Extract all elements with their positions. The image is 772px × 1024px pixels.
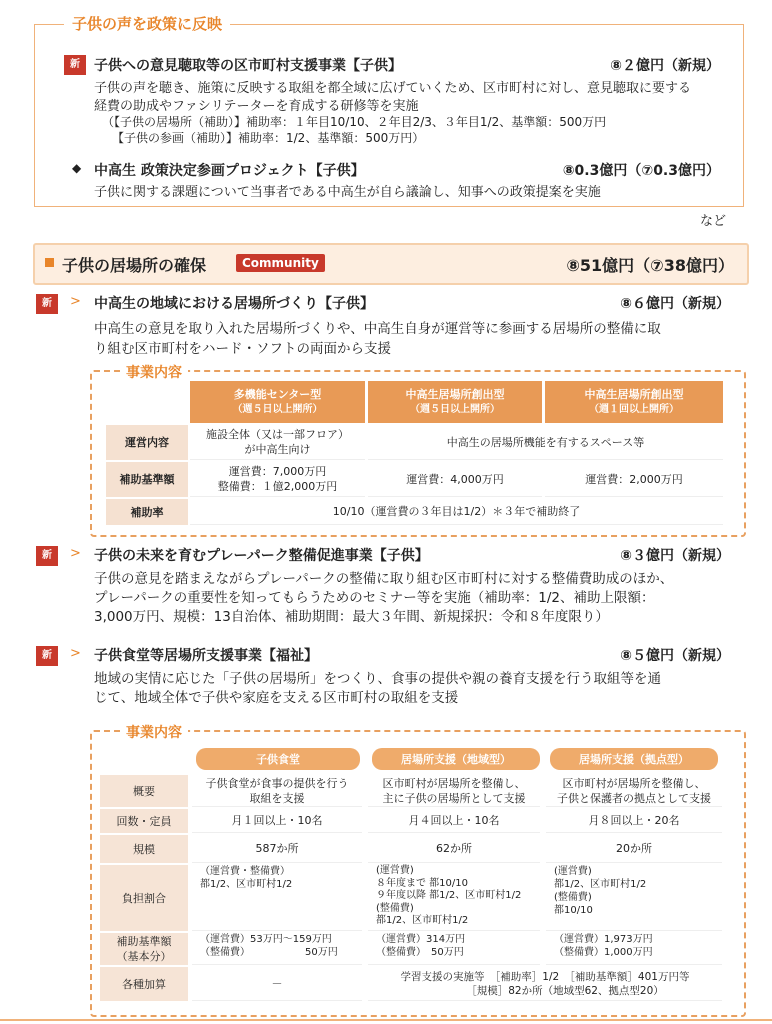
item-sub: 【子供の参画（補助）】補助率：1/2、基準額：500万円） [112, 131, 425, 145]
item-desc: り組む区市町村をハード・ソフトの両面から支援 [94, 341, 391, 357]
table-cell [546, 865, 722, 931]
table-cell: 運営費：2,000万円 [545, 462, 723, 497]
cell-line: ９年度以降 都1/2、区市町村1/2 [376, 890, 522, 901]
arrow-icon: > [70, 294, 81, 309]
community-tag [236, 252, 325, 272]
table-cell: 月４回以上・10名 [368, 809, 540, 833]
policy-box-title: 子供の声を政策に反映 [64, 13, 230, 34]
cell-line: 都1/2、区市町村1/2 [554, 879, 647, 890]
cell-line: 整備費：１億2,000万円 [217, 480, 338, 493]
item-sub: （【子供の居場所（補助）】補助率：１年目10/10、２年目2/3、３年目1/2、基準額：500万円 [102, 115, 607, 129]
item-desc: 経費の助成やファシリテーターを育成する研修等を実施 [94, 99, 419, 114]
table-cell [368, 865, 540, 931]
item-amount: ⑧３億円（新規） [620, 548, 730, 564]
col-sub: （週１回以上開所） [589, 404, 679, 415]
cell-line: 運営費：7,000万円 [228, 465, 327, 478]
item-amount: ⑧２億円（新規） [610, 58, 720, 74]
diamond-bullet-icon: ◆ [72, 161, 82, 175]
table-cell [192, 933, 362, 965]
table-cell: － [192, 967, 362, 1001]
cell-line: （整備費）1,000万円 [554, 947, 653, 958]
table-cell: 62か所 [368, 835, 540, 863]
table-cell: 運営費：4,000万円 [368, 462, 542, 497]
col-sub: （週５日以上開所） [232, 404, 323, 415]
cell-line: が中高生向け [244, 443, 311, 456]
item-title: 子供の未来を育むプレーパーク整備促進事業【子供】 [94, 548, 429, 564]
new-badge: 新 [36, 546, 58, 566]
table-cell: 月１回以上・10名 [192, 809, 362, 833]
item-amount: ⑧５億円（新規） [620, 648, 730, 664]
table-cell [190, 425, 365, 460]
col-header: 居場所支援（地域型） [372, 748, 540, 770]
cell-line: （整備費） 50万円 [376, 947, 464, 958]
cell-line: 区市町村が居場所を整備し、 [382, 776, 526, 790]
cell-line: 施設全体（又は一部フロア） [206, 428, 349, 441]
square-bullet-icon [45, 258, 54, 267]
bottom-divider [0, 1019, 772, 1021]
section-title: 子供の居場所の確保 [62, 256, 207, 275]
cell-line: (整備費) [376, 902, 414, 914]
cell-line: 区市町村が居場所を整備し、 [562, 776, 706, 790]
col-header [190, 381, 365, 423]
col-header: 居場所支援（拠点型） [550, 748, 718, 770]
cell-line: 都1/2、区市町村1/2 [200, 879, 293, 890]
col-header [545, 381, 723, 423]
item-title: 中高生の地域における居場所づくり【子供】 [94, 296, 374, 312]
row-label: 運営内容 [106, 425, 188, 460]
cell-line: 主に子供の居場所として支援 [382, 791, 526, 805]
cell-line: ８年度まで 都10/10 [376, 877, 468, 889]
row-label: 概要 [100, 775, 188, 807]
cell-line: （整備費） 50万円 [200, 947, 338, 958]
item-desc: 子供の意見を踏まえながらプレーパークの整備に取り組む区市町村に対する整備費助成のほか、 [94, 571, 674, 587]
row-label: 回数・定員 [100, 809, 188, 833]
col-header [368, 381, 542, 423]
cell-line: 都10/10 [554, 905, 593, 916]
item-amount: ⑧0.3億円（⑦0.3億円） [562, 163, 720, 179]
col-sub: （週５日以上開所） [410, 404, 500, 415]
row-label: 負担割合 [100, 865, 188, 931]
table-cell [190, 462, 365, 497]
section-amount: ⑧51億円（⑦38億円） [566, 256, 734, 275]
row-label: 補助率 [106, 499, 188, 525]
table-cell: 587か所 [192, 835, 362, 863]
community-tag-label: Community [236, 254, 325, 272]
item-desc: 子供の声を聴き、施策に反映する取組を都全域に広げていくため、区市町村に対し、意見聴取に要する [94, 81, 691, 96]
table-cell [368, 775, 540, 807]
cell-line: （運営費）1,973万円 [554, 934, 653, 945]
table-cell: 中高生の居場所機能を有するスペース等 [368, 425, 723, 460]
col-name: 多機能センター型 [233, 388, 322, 401]
table-cell [546, 775, 722, 807]
table-cell [546, 933, 722, 965]
col-name: 中高生居場所創出型 [405, 388, 505, 401]
etc-text: など [700, 214, 727, 229]
item-desc: 中高生の意見を取り入れた居場所づくりや、中高生自身が運営等に参画する居場所の整備に取 [94, 321, 661, 337]
item-desc: 子供に関する課題について当事者である中高生が自ら議論し、知事への政策提案を実施 [94, 185, 601, 200]
cell-line: (整備費) [554, 892, 592, 903]
cell-line: 子供食堂が食事の提供を行う [205, 776, 349, 790]
cell-line: （運営費）53万円～159万円 [200, 934, 332, 945]
col-name: 中高生居場所創出型 [584, 388, 684, 401]
item-amount: ⑧６億円（新規） [620, 296, 730, 312]
row-label [100, 933, 188, 965]
table-cell: 20か所 [546, 835, 722, 863]
new-badge: 新 [36, 646, 58, 666]
new-badge: 新 [64, 55, 86, 75]
arrow-icon: > [70, 646, 81, 661]
cell-line: （運営費・整備費） [200, 866, 290, 877]
cell-line: （基本分） [116, 950, 172, 963]
item-desc: じて、地域全体で子供や家庭を支える区市町村の取組を支援 [94, 690, 459, 706]
table-title: 事業内容 [120, 362, 188, 382]
item-title: 子供食堂等居場所支援事業【福祉】 [94, 648, 318, 664]
row-label: 規模 [100, 835, 188, 863]
cell-line: ［規模］82か所（地域型62、拠点型20） [466, 984, 664, 997]
table-cell [192, 775, 362, 807]
new-badge: 新 [36, 294, 58, 314]
table-cell [192, 865, 362, 931]
table-cell [368, 967, 722, 1001]
table-cell: 10/10（運営費の３年目は1/2）＊３年で補助終了 [190, 499, 723, 525]
item-title: 子供への意見聴取等の区市町村支援事業【子供】 [94, 58, 402, 74]
cell-line: 学習支援の実施等 ［補助率］1/2 ［補助基準額］401万円等 [400, 970, 690, 983]
cell-line: (運営費) [376, 865, 414, 876]
cell-line: (運営費) [554, 866, 592, 877]
item-title: 中高生 政策決定参画プロジェクト【子供】 [94, 163, 365, 179]
table-cell: 月８回以上・20名 [546, 809, 722, 833]
col-header: 子供食堂 [196, 748, 360, 770]
table-title: 事業内容 [120, 722, 188, 742]
cell-line: 子供と保護者の拠点として支援 [557, 791, 711, 805]
row-label: 補助基準額 [106, 462, 188, 497]
cell-line: 都1/2、区市町村1/2 [376, 915, 469, 926]
table-cell [368, 933, 540, 965]
cell-line: 補助基準額 [116, 935, 172, 948]
row-label: 各種加算 [100, 967, 188, 1001]
item-desc: 地域の実情に応じた「子供の居場所」をつくり、食事の提供や親の養育支援を行う取組等を通 [94, 671, 661, 687]
cell-line: 取組を支援 [249, 791, 305, 805]
item-desc: プレーパークの重要性を知ってもらうためのセミナー等を実施（補助率：1/2、補助上限額： [94, 590, 655, 606]
arrow-icon: > [70, 546, 81, 561]
cell-line: （運営費）314万円 [376, 934, 466, 945]
item-desc: 3,000万円、規模：13自治体、補助期間：最大３年間、新規採択：令和８年度限り） [94, 609, 609, 625]
